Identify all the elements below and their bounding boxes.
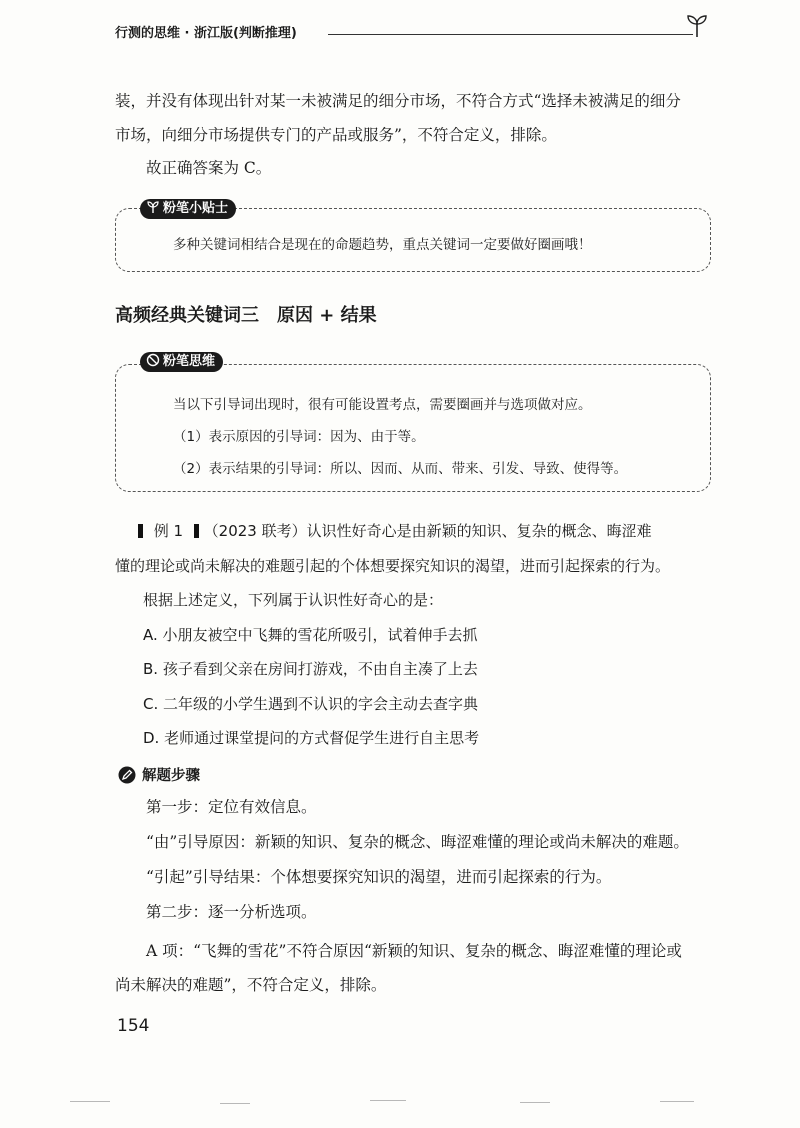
option-c: C. 二年级的小学生遇到不认识的字会主动去查字典 <box>143 695 479 713</box>
scan-speck <box>520 1102 550 1103</box>
option-b: B. 孩子看到父亲在房间打游戏，不由自主凑了上去 <box>143 660 478 678</box>
example-stem-line-1 <box>138 520 652 541</box>
example-question: 根据上述定义，下列属于认识性好奇心的是： <box>143 591 444 609</box>
example-tag: 例 1 <box>153 522 184 540</box>
thinking-line-1: 当以下引导词出现时，很有可能设置考点，需要圈画并与选项做对应。 <box>173 397 592 413</box>
pencil-circle-icon <box>118 766 136 784</box>
no-sign-icon <box>146 353 160 367</box>
solution-step-2: 第二步：逐一分析选项。 <box>146 903 317 921</box>
scan-speck <box>370 1100 406 1101</box>
header-rule <box>328 34 693 35</box>
answer-line: 故正确答案为 C。 <box>146 159 272 177</box>
sprout-icon <box>684 12 710 38</box>
intro-line-1: 装，并没有体现出针对某一未被满足的细分市场，不符合方式“选择未被满足的细分 <box>115 92 681 110</box>
example-stem-text: （2023 联考）认识性好奇心是由新颖的知识、复杂的概念、晦涩难 <box>203 522 652 540</box>
solution-label <box>118 764 200 785</box>
scan-speck <box>70 1101 110 1102</box>
option-a-analysis-line-1: A 项：“飞舞的雪花”不符合原因“新颖的知识、复杂的概念、晦涩难懂的理论或 <box>146 942 682 960</box>
tip-label: 粉笔小贴士 <box>163 201 229 216</box>
option-a-analysis-line-2: 尚未解决的难题”，不符合定义，排除。 <box>115 976 387 994</box>
thinking-line-3: （2）表示结果的引导词：所以、因而、从而、带来、引发、导致、使得等。 <box>173 461 628 477</box>
tip-label-pill <box>140 199 236 219</box>
example-tag-bar-left <box>138 524 143 538</box>
thinking-line-2: （1）表示原因的引导词：因为、由于等。 <box>173 429 425 445</box>
solution-step-1: 第一步：定位有效信息。 <box>146 798 317 816</box>
tip-text: 多种关键词相结合是现在的命题趋势，重点关键词一定要做好圈画哦！ <box>173 237 592 253</box>
sprout-icon <box>146 200 160 214</box>
scan-speck <box>660 1101 694 1102</box>
intro-line-2: 市场，向细分市场提供专门的产品或服务”，不符合定义，排除。 <box>115 126 557 144</box>
thinking-label: 粉笔思维 <box>163 354 216 369</box>
example-stem-line-2: 懂的理论或尚未解决的难题引起的个体想要探究知识的渴望，进而引起探索的行为。 <box>115 557 671 575</box>
option-a: A. 小朋友被空中飞舞的雪花所吸引，试着伸手去抓 <box>143 626 478 644</box>
page-number: 154 <box>117 1016 150 1036</box>
example-tag-bar-right <box>194 524 199 538</box>
scan-speck <box>220 1103 250 1104</box>
solution-effect: “引起”引导结果：个体想要探究知识的渴望，进而引起探索的行为。 <box>146 868 612 886</box>
running-header-title: 行测的思维 · 浙江版(判断推理) <box>115 26 297 41</box>
section-title: 高频经典关键词三 原因 + 结果 <box>115 305 377 326</box>
solution-label-text: 解题步骤 <box>142 768 200 784</box>
thinking-label-pill <box>140 352 223 372</box>
option-d: D. 老师通过课堂提问的方式督促学生进行自主思考 <box>143 729 480 747</box>
solution-cause: “由”引导原因：新颖的知识、复杂的概念、晦涩难懂的理论或尚未解决的难题。 <box>146 833 689 851</box>
